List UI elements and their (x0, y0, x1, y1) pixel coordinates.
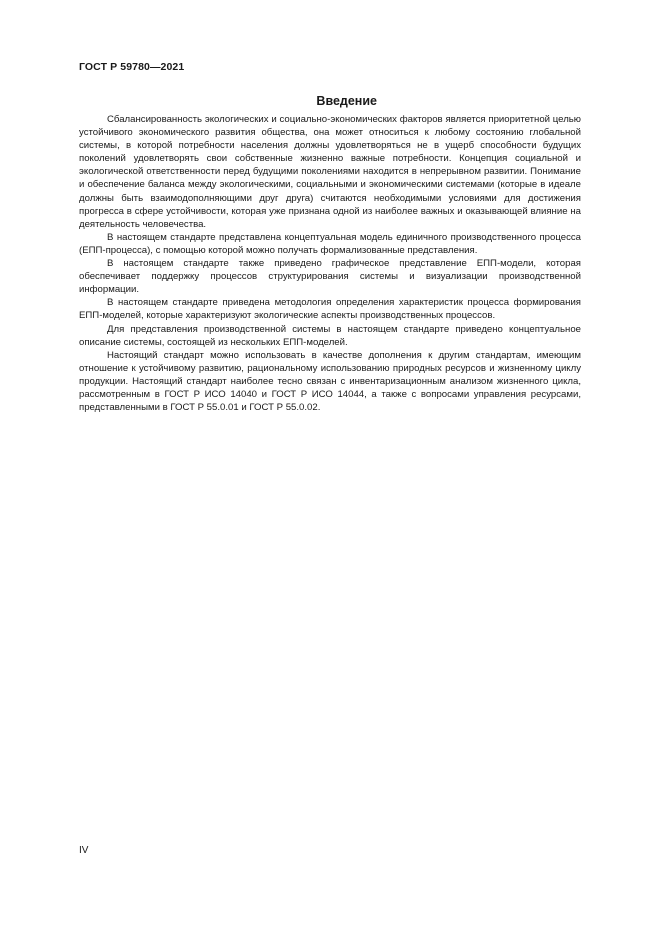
section-title: Введение (316, 94, 377, 108)
page-number: IV (79, 845, 89, 856)
paragraph: Настоящий стандарт можно использовать в качестве дополнения к другим стандартам, имеющим отношение к устойчивому развитию, рациональному использованию природных ресурсов и жизненному циклу продукции. Настоящий стандарт наиболее тесно связан с инвентаризационным анализом жизненного цикла, рассмотренным в ГОСТ Р ИСО 14040 и ГОСТ Р ИСО 14044, а также с вопросами управления ресурсами, представленными в ГОСТ Р 55.0.01 и ГОСТ Р 55.0.02. (79, 349, 581, 414)
paragraph: Сбалансированность экологических и социально-экономических факторов является приоритетной целью устойчивого экономического развития общества, она может относиться к любому состоянию глобальной системы, в которой потребности населения должны удовлетворяться не в ущерб способности будущих поколений удовлетворять свои собственные жизненно важные потребности. Концепция социальной и экологической ответственности перед будущими поколениями находится в непрерывном развитии. Понимание и обеспечение баланса между экологическими, социальными и экономическими системами (которые в идеале должны быть взаимодополняющими друг друга) считаются необходимыми условиями для достижения прогресса в сфере устойчивости, которая уже признана одной из наиболее важных и оказывающей влияние на деятельность человечества. (79, 114, 581, 230)
introduction-body (79, 113, 581, 414)
document-header: ГОСТ Р 59780—2021 (79, 61, 185, 73)
section-heading-container (79, 92, 581, 110)
paragraph: В настоящем стандарте приведена методология определения характеристик процесса формирования ЕПП-моделей, которые характеризуют экологические аспекты производственных процессов. (79, 297, 581, 322)
paragraph: В настоящем стандарте также приведено графическое представление ЕПП-модели, которая обеспечивает поддержку процессов структурирования системы и визуализации производственной информации. (79, 258, 581, 296)
paragraph: Для представления производственной системы в настоящем стандарте приведено концептуальное описание системы, состоящей из нескольких ЕПП-моделей. (79, 323, 581, 348)
paragraph: В настоящем стандарте представлена концептуальная модель единичного производственного процесса (ЕПП-процесса), с помощью которой можно получать формализованные представления. (79, 231, 581, 256)
